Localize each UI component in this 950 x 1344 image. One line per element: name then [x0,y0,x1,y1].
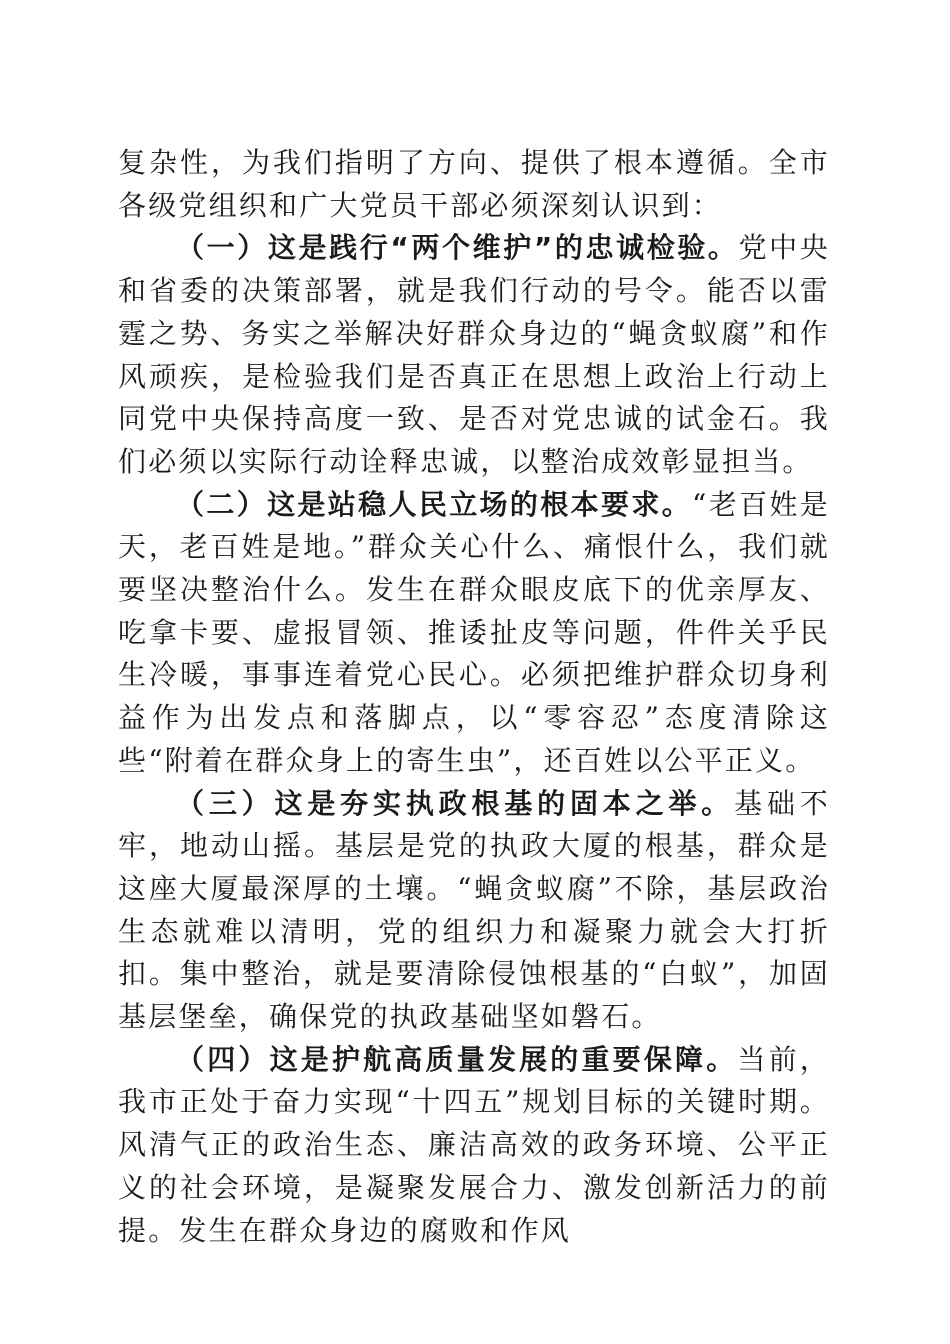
paragraph-2-text: “老百姓是天，老百姓是地。”群众关心什么、痛恨什么，我们就要坚决整治什么。发生在群众眼皮底下的优亲厚友、吃拿卡要、虚报冒领、推诿扯皮等问题，件件关乎民生冷暖，事事连着党心民心。必须把维护群众切身利益作为出发点和落脚点，以“零容忍”态度清除这些“附着在群众身上的寄生虫”，还百姓以公平正义。 [118,487,830,777]
paragraph-intro-text: 复杂性，为我们指明了方向、提供了根本遵循。全市各级党组织和广大党员干部必须深刻认识到： [118,146,830,222]
paragraph-1-text: 党中央和省委的决策部署，就是我们行动的号令。能否以雷霆之势、务实之举解决好群众身边的“蝇贪蚁腐”和作风顽疾，是检验我们是否真正在思想上政治上行动上同党中央保持高度一致、是否对党忠诚的试金石。我们必须以实际行动诠释忠诚，以整治成效彰显担当。 [118,231,830,478]
document-body [118,142,830,1252]
paragraph-4-text: 当前，我市正处于奋力实现“十四五”规划目标的关键时期。风清气正的政治生态、廉洁高效的政务环境、公平正义的社会环境，是凝聚发展合力、激发创新活力的前提。发生在群众身边的腐败和作风 [118,1042,830,1247]
paragraph-3-heading: （三）这是夯实执政根基的固本之举。 [176,786,735,820]
paragraph-4 [118,1039,830,1253]
paragraph-1 [118,227,830,483]
paragraph-intro [118,142,830,227]
paragraph-3 [118,783,830,1039]
paragraph-2-heading: （二）这是站稳人民立场的根本要求。 [176,487,693,521]
paragraph-4-heading: （四）这是护航高质量发展的重要保障。 [176,1042,738,1076]
paragraph-2 [118,484,830,783]
paragraph-1-heading: （一）这是践行“两个维护”的忠诚检验。 [176,231,739,265]
paragraph-3-text: 基础不牢，地动山摇。基层是党的执政大厦的根基，群众是这座大厦最深厚的土壤。“蝇贪蚁腐”不除，基层政治生态就难以清明，党的组织力和凝聚力就会大打折扣。集中整治，就是要清除侵蚀根基的“白蚁”，加固基层堡垒，确保党的执政基础坚如磐石。 [118,786,830,1034]
